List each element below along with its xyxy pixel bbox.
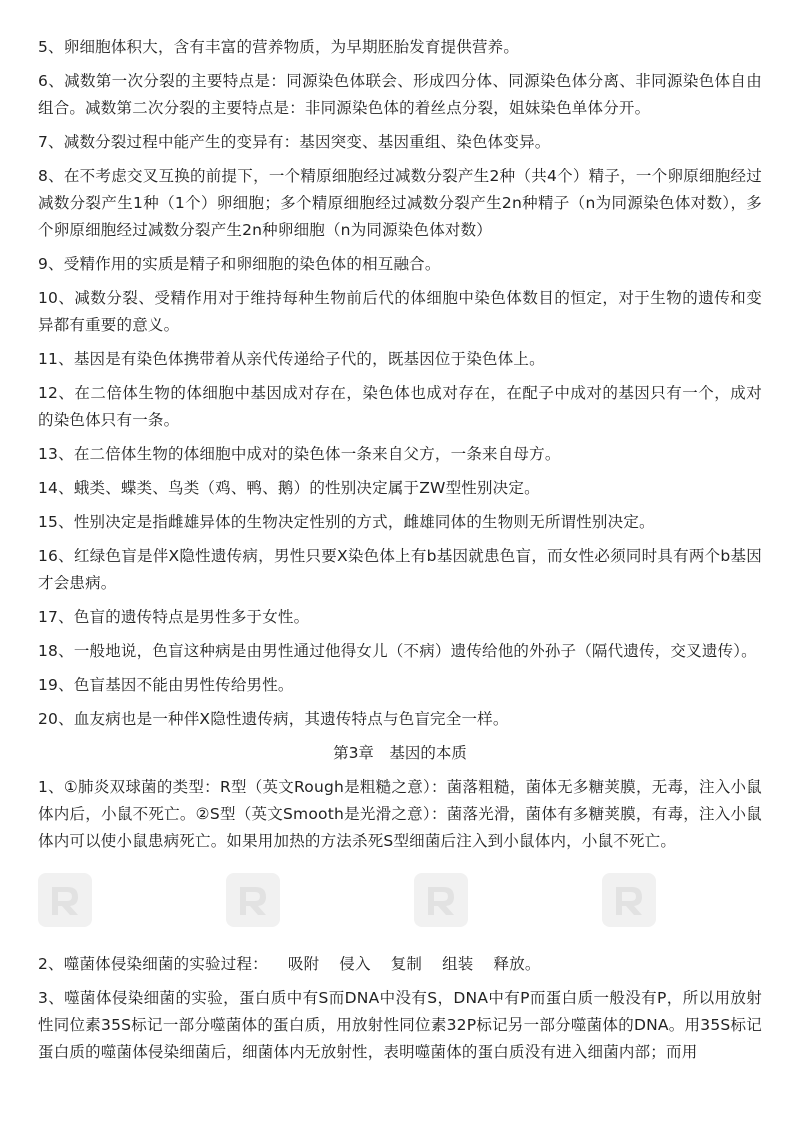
step-replicate: 复制 xyxy=(390,955,423,973)
watermark-logo-icon xyxy=(414,873,468,927)
item-16: 16、红绿色盲是伴X隐性遗传病，男性只要X染色体上有b基因就患色盲，而女性必须同时具有两个b基因才会患病。 xyxy=(38,547,762,592)
item-12: 12、在二倍体生物的体细胞中基因成对存在，染色体也成对存在，在配子中成对的基因只有一个，成对的染色体只有一条。 xyxy=(38,384,762,429)
item-5: 5、卵细胞体积大，含有丰富的营养物质，为早期胚胎发育提供营养。 xyxy=(38,38,520,56)
chapter-item-3: 3、噬菌体侵染细菌的实验，蛋白质中有S而DNA中没有S，DNA中有P而蛋白质一般没有P，所以用放射性同位素35S标记一部分噬菌体的蛋白质，用放射性同位素32P标记另一部分噬菌体的DNA。用35S标记蛋白质的噬菌体侵染细菌后，细菌体内无放射性，表明噬菌体的蛋白质没有进入细菌内部；而用 xyxy=(38,989,762,1061)
item-9: 9、受精作用的实质是精子和卵细胞的染色体的相互融合。 xyxy=(38,255,441,273)
chapter-item-1: 1、①肺炎双球菌的类型：R型（英文Rough是粗糙之意）：菌落粗糙，菌体无多糖荚膜，无毒，注入小鼠体内后，小鼠不死亡。②S型（英文Smooth是光滑之意）：菌落光滑，菌体有多糖荚膜，有毒，注入小鼠体内可以使小鼠患病死亡。如果用加热的方法杀死S型细菌后注入到小鼠体内，小鼠不死亡。 xyxy=(38,778,762,850)
item-15: 15、性别决定是指雌雄异体的生物决定性别的方式，雌雄同体的生物则无所谓性别决定。 xyxy=(38,513,655,531)
item-2-prefix: 2、噬菌体侵染细菌的实验过程： xyxy=(38,955,268,973)
step-release: 释放。 xyxy=(493,955,541,973)
item-11: 11、基因是有染色体携带着从亲代传递给子代的，既基因位于染色体上。 xyxy=(38,350,545,368)
watermark-logo-icon xyxy=(38,873,92,927)
item-17: 17、色盲的遗传特点是男性多于女性。 xyxy=(38,608,310,626)
item-19: 19、色盲基因不能由男性传给男性。 xyxy=(38,676,294,694)
item-8: 8、在不考虑交叉互换的前提下，一个精原细胞经过减数分裂产生2种（共4个）精子，一个卵原细胞经过减数分裂产生1种（1个）卵细胞；多个精原细胞经过减数分裂产生2n种精子（n为同源染色体对数），多个卵原细胞经过减数分裂产生2n种卵细胞（n为同源染色体对数） xyxy=(38,167,762,239)
item-13: 13、在二倍体生物的体细胞中成对的染色体一条来自父方，一条来自母方。 xyxy=(38,445,561,463)
item-7: 7、减数分裂过程中能产生的变异有：基因突变、基因重组、染色体变异。 xyxy=(38,133,551,151)
watermark-logo-icon xyxy=(226,873,280,927)
chapter-item-2 xyxy=(38,951,762,978)
watermark-row xyxy=(38,867,762,933)
chapter-title: 第3章 基因的本质 xyxy=(333,744,467,762)
item-10: 10、减数分裂、受精作用对于维持每种生物前后代的体细胞中染色体数目的恒定，对于生物的遗传和变异都有重要的意义。 xyxy=(38,289,762,334)
item-20: 20、血友病也是一种伴X隐性遗传病，其遗传特点与色盲完全一样。 xyxy=(38,710,509,728)
step-assemble: 组装 xyxy=(442,955,474,973)
step-adsorb: 吸附 xyxy=(287,955,320,973)
item-6: 6、减数第一次分裂的主要特点是：同源染色体联会、形成四分体、同源染色体分离、非同源染色体自由组合。减数第二次分裂的主要特点是：非同源染色体的着丝点分裂，姐妹染色单体分开。 xyxy=(38,72,762,117)
item-18: 18、一般地说，色盲这种病是由男性通过他得女儿（不病）遗传给他的外孙子（隔代遗传，交叉遗传）。 xyxy=(38,642,757,660)
step-inject: 侵入 xyxy=(339,955,371,973)
item-14: 14、蛾类、蝶类、鸟类（鸡、鸭、鹅）的性别决定属于ZW型性别决定。 xyxy=(38,479,540,497)
watermark-logo-icon xyxy=(602,873,656,927)
